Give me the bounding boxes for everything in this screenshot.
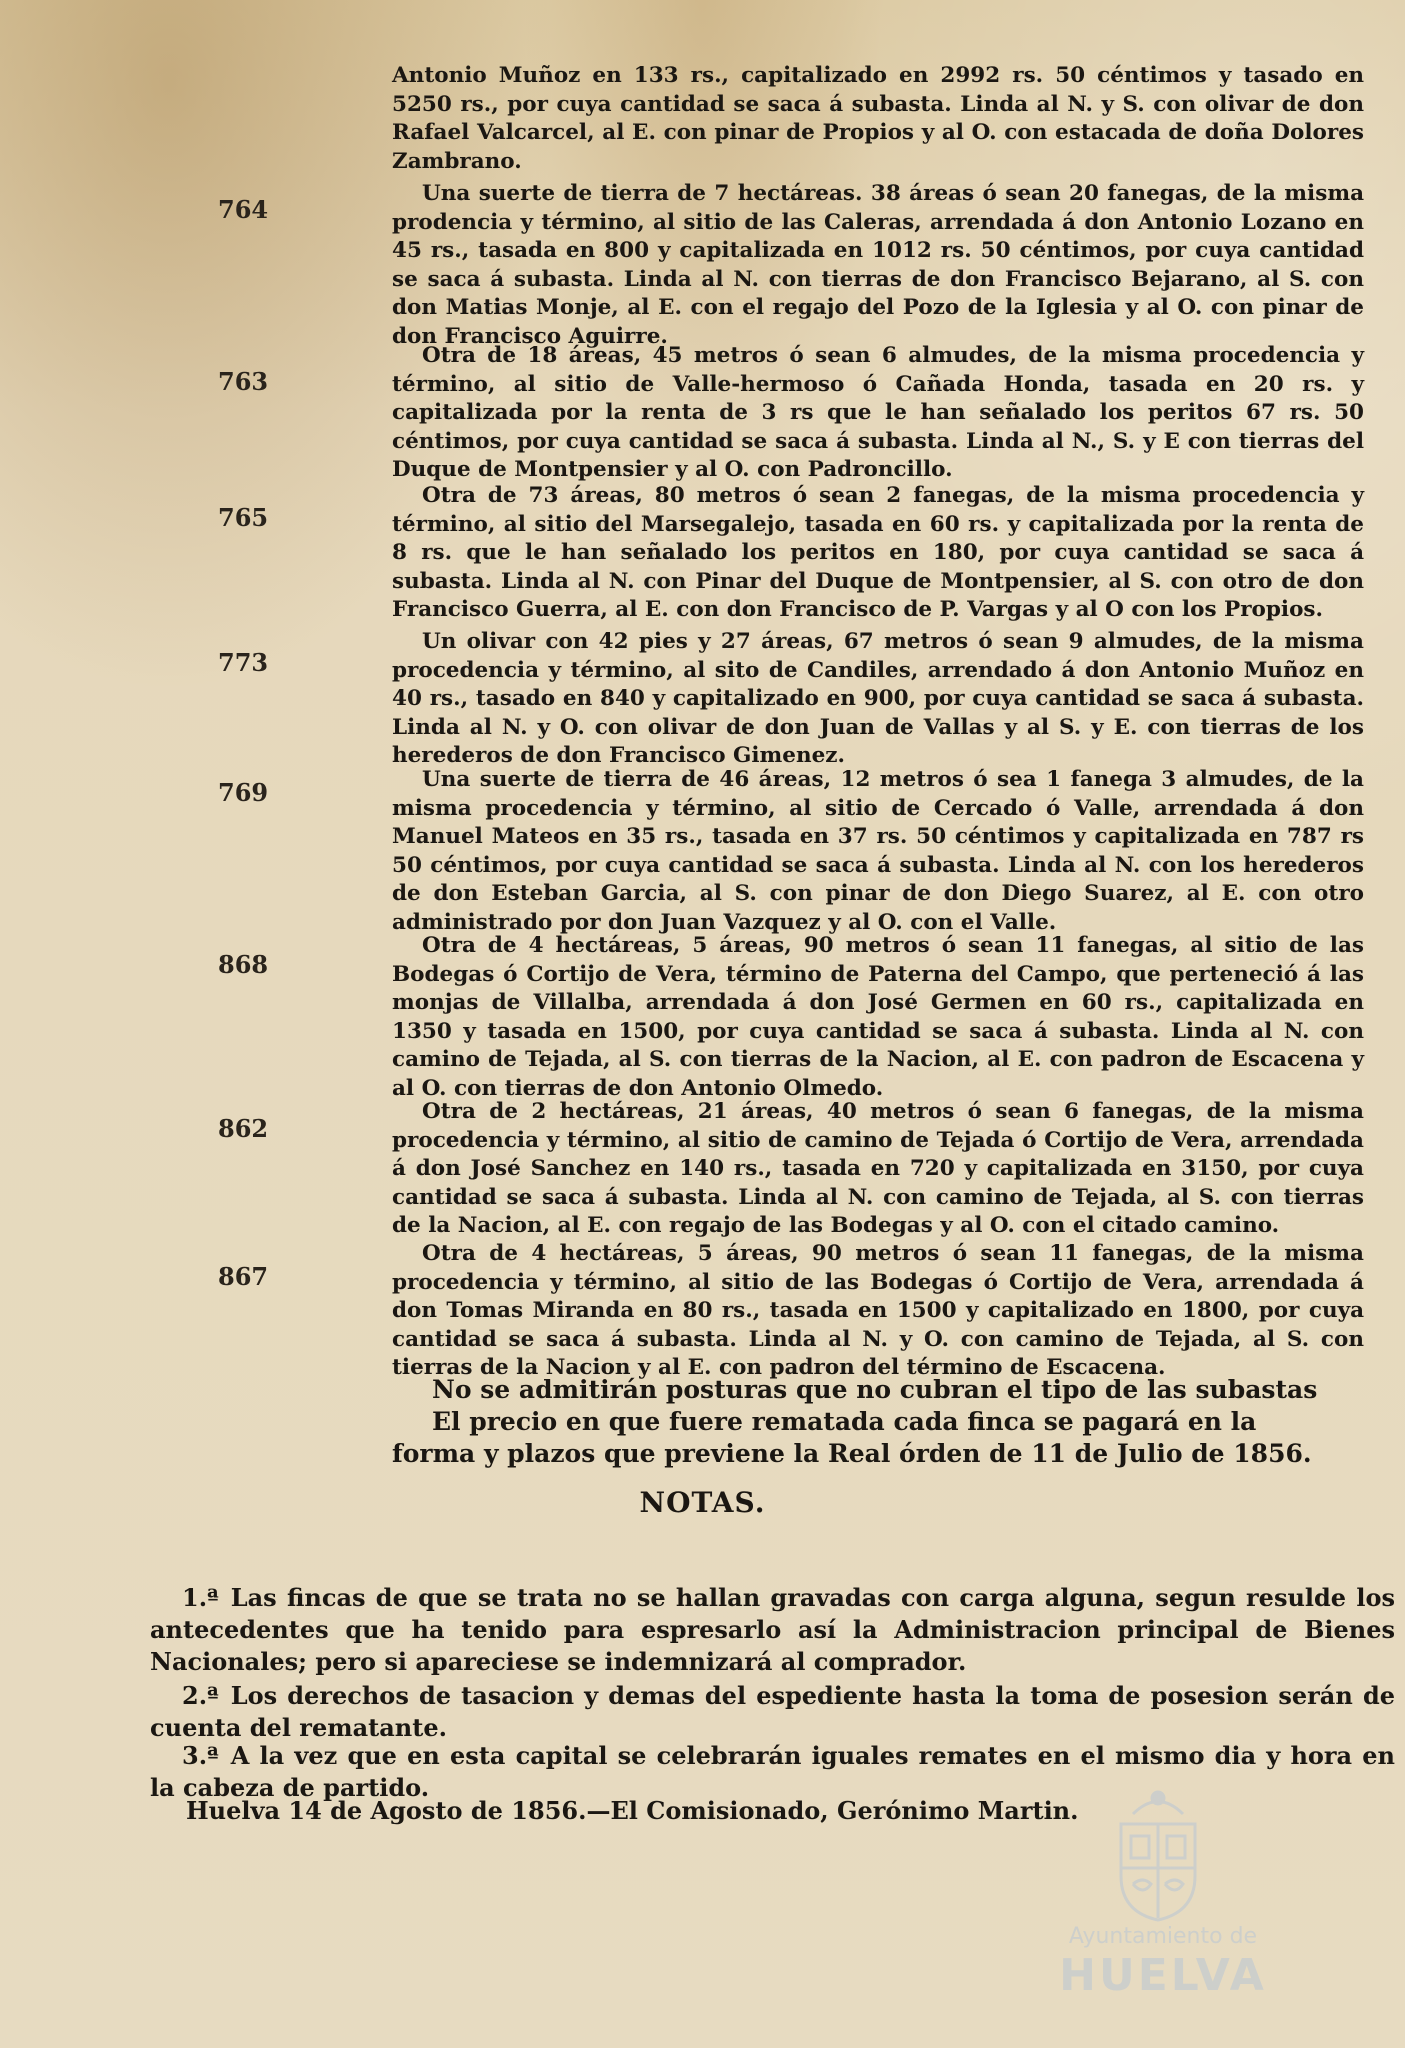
note-text: Los derechos de tasacion y demas del espediente hasta la toma de posesion serán de cuenta del rematante. <box>150 1681 1395 1742</box>
property-entry <box>392 932 1364 1103</box>
property-entry <box>392 62 1364 176</box>
note-item <box>150 1582 1395 1678</box>
property-entry <box>392 1098 1364 1241</box>
closing-text: No se admitirán posturas que no cubran el tipo de las subastas <box>432 1375 1318 1404</box>
property-entry <box>392 1240 1364 1383</box>
closing-text: El precio en que fuere rematada cada finca se pagará en la forma y plazos que previene la Real órden de 11 de Julio de 1856. <box>392 1407 1312 1468</box>
note-text: A la vez que en esta capital se celebrarán iguales remates en el mismo dia y hora en la cabeza de partido. <box>150 1741 1395 1802</box>
property-entry <box>392 180 1364 351</box>
closing-line <box>392 1374 1332 1406</box>
property-entry <box>392 628 1364 771</box>
entry-text: Otra de 4 hectáreas, 5 áreas, 90 metros ó sean 11 fanegas, de la misma procedencia y término, al sitio de las Bodegas ó Cortijo de Vera, arrendada á don Tomas Miranda en 80 rs., tasada en 1500 y capitalizado en 1800, por cuya cantidad se saca á subasta. Linda al N. y O. con camino de Tejada, al S. con tierras de la Nacion y al E. con padron del término de Escacena. <box>392 1241 1364 1380</box>
lot-number: 867 <box>218 1262 269 1291</box>
lot-number: 769 <box>218 778 269 807</box>
notes-title: NOTAS. <box>639 1486 766 1519</box>
entry-text: Una suerte de tierra de 46 áreas, 12 metros ó sea 1 fanega 3 almudes, de la misma procedencia y término, al sitio de Cercado ó Valle, arrendada á don Manuel Mateos en 35 rs., tasada en 37 rs. 50 céntimos y capitalizada en 787 rs 50 céntimos, por cuya cantidad se saca á subasta. Linda al N. con los herederos de don Esteban Garcia, al S. con pinar de don Diego Suarez, al E. con otro administrado por don Juan Vazquez y al O. con el Valle. <box>392 767 1364 935</box>
note-item <box>150 1680 1395 1744</box>
note-number: 1.ª <box>182 1583 219 1612</box>
note-number: 2.ª <box>182 1681 219 1710</box>
lot-number: 765 <box>218 503 269 532</box>
entry-text: Otra de 2 hectáreas, 21 áreas, 40 metros ó sean 6 fanegas, de la misma procedencia y término, al sitio de camino de Tejada ó Cortijo de Vera, arrendada á don José Sanchez en 140 rs., tasada en 720 y capitalizada en 3150, por cuya cantidad se saca á subasta. Linda al N. con camino de Tejada, al S. con tierras de la Nacion, al E. con regajo de las Bodegas y al O. con el citado camino. <box>392 1099 1364 1238</box>
entry-text: Otra de 73 áreas, 80 metros ó sean 2 fanegas, de la misma procedencia y término, al sitio del Marsegalejo, tasada en 60 rs. y capitalizada por la renta de 8 rs. que le han señalado los peritos en 180, por cuya cantidad se saca á subasta. Linda al N. con Pinar del Duque de Montpensier, al S. con otro de don Francisco Guerra, al E. con don Francisco de P. Vargas y al O con los Propios. <box>392 483 1364 622</box>
entry-text: Antonio Muñoz en 133 rs., capitalizado en 2992 rs. 50 céntimos y tasado en 5250 rs., por cuya cantidad se saca á subasta. Linda al N. y S. con olivar de don Rafael Valcarcel, al E. con pinar de Propios y al O. con estacada de doña Dolores Zambrano. <box>392 63 1364 174</box>
watermark-line1: Ayuntamiento de <box>1068 1924 1258 1949</box>
property-entry <box>392 482 1364 625</box>
lot-number: 868 <box>218 950 269 979</box>
watermark-line2: HUELVA <box>1059 1950 1267 2001</box>
note-number: 3.ª <box>182 1741 219 1770</box>
city-shield-icon <box>1103 1784 1213 1924</box>
lot-number: 764 <box>218 195 269 224</box>
watermark <box>993 1784 1313 2004</box>
lot-number: 763 <box>218 367 269 396</box>
lot-number: 773 <box>218 648 269 677</box>
entry-text: Un olivar con 42 pies y 27 áreas, 67 metros ó sean 9 almudes, de la misma procedencia y término, al sito de Candiles, arrendado á don Antonio Muñoz en 40 rs., tasado en 840 y capitalizado en 900, por cuya cantidad se saca á subasta. Linda al N. y O. con olivar de don Juan de Vallas y al S. y E. con tierras de los herederos de don Francisco Gimenez. <box>392 629 1364 768</box>
property-entry <box>392 766 1364 937</box>
lot-number: 862 <box>218 1114 269 1143</box>
signature-line: Huelva 14 de Agosto de 1856.—El Comisionado, Gerónimo Martin. <box>186 1796 1079 1825</box>
entry-text: Otra de 4 hectáreas, 5 áreas, 90 metros ó sean 11 fanegas, al sitio de las Bodegas ó Cortijo de Vera, término de Paterna del Campo, que perteneció á las monjas de Villalba, arrendada á don José Germen en 60 rs., capitalizada en 1350 y tasada en 1500, por cuya cantidad se saca á subasta. Linda al N. con camino de Tejada, al S. con tierras de la Nacion, al E. con padron de Escacena y al O. con tierras de don Antonio Olmedo. <box>392 933 1364 1101</box>
entry-text: Otra de 18 áreas, 45 metros ó sean 6 almudes, de la misma procedencia y término, al sitio de Valle-hermoso ó Cañada Honda, tasada en 20 rs. y capitalizada por la renta de 3 rs que le han señalado los peritos 67 rs. 50 céntimos, por cuya cantidad se saca á subasta. Linda al N., S. y E con tierras del Duque de Montpensier y al O. con Padroncillo. <box>392 343 1364 482</box>
closing-line <box>392 1406 1332 1470</box>
property-entry <box>392 342 1364 485</box>
entry-text: Una suerte de tierra de 7 hectáreas. 38 áreas ó sean 20 fanegas, de la misma prodencia y término, al sitio de las Caleras, arrendada á don Antonio Lozano en 45 rs., tasada en 800 y capitalizada en 1012 rs. 50 céntimos, por cuya cantidad se saca á subasta. Linda al N. con tierras de don Francisco Bejarano, al S. con don Matias Monje, al E. con el regajo del Pozo de la Iglesia y al O. con pinar de don Francisco Aguirre. <box>392 181 1364 349</box>
note-text: Las fincas de que se trata no se hallan gravadas con carga alguna, segun resulde los antecedentes que ha tenido para espresarlo así la Administracion principal de Bienes Nacionales; pero si apareciese se indemnizará al comprador. <box>150 1583 1395 1676</box>
